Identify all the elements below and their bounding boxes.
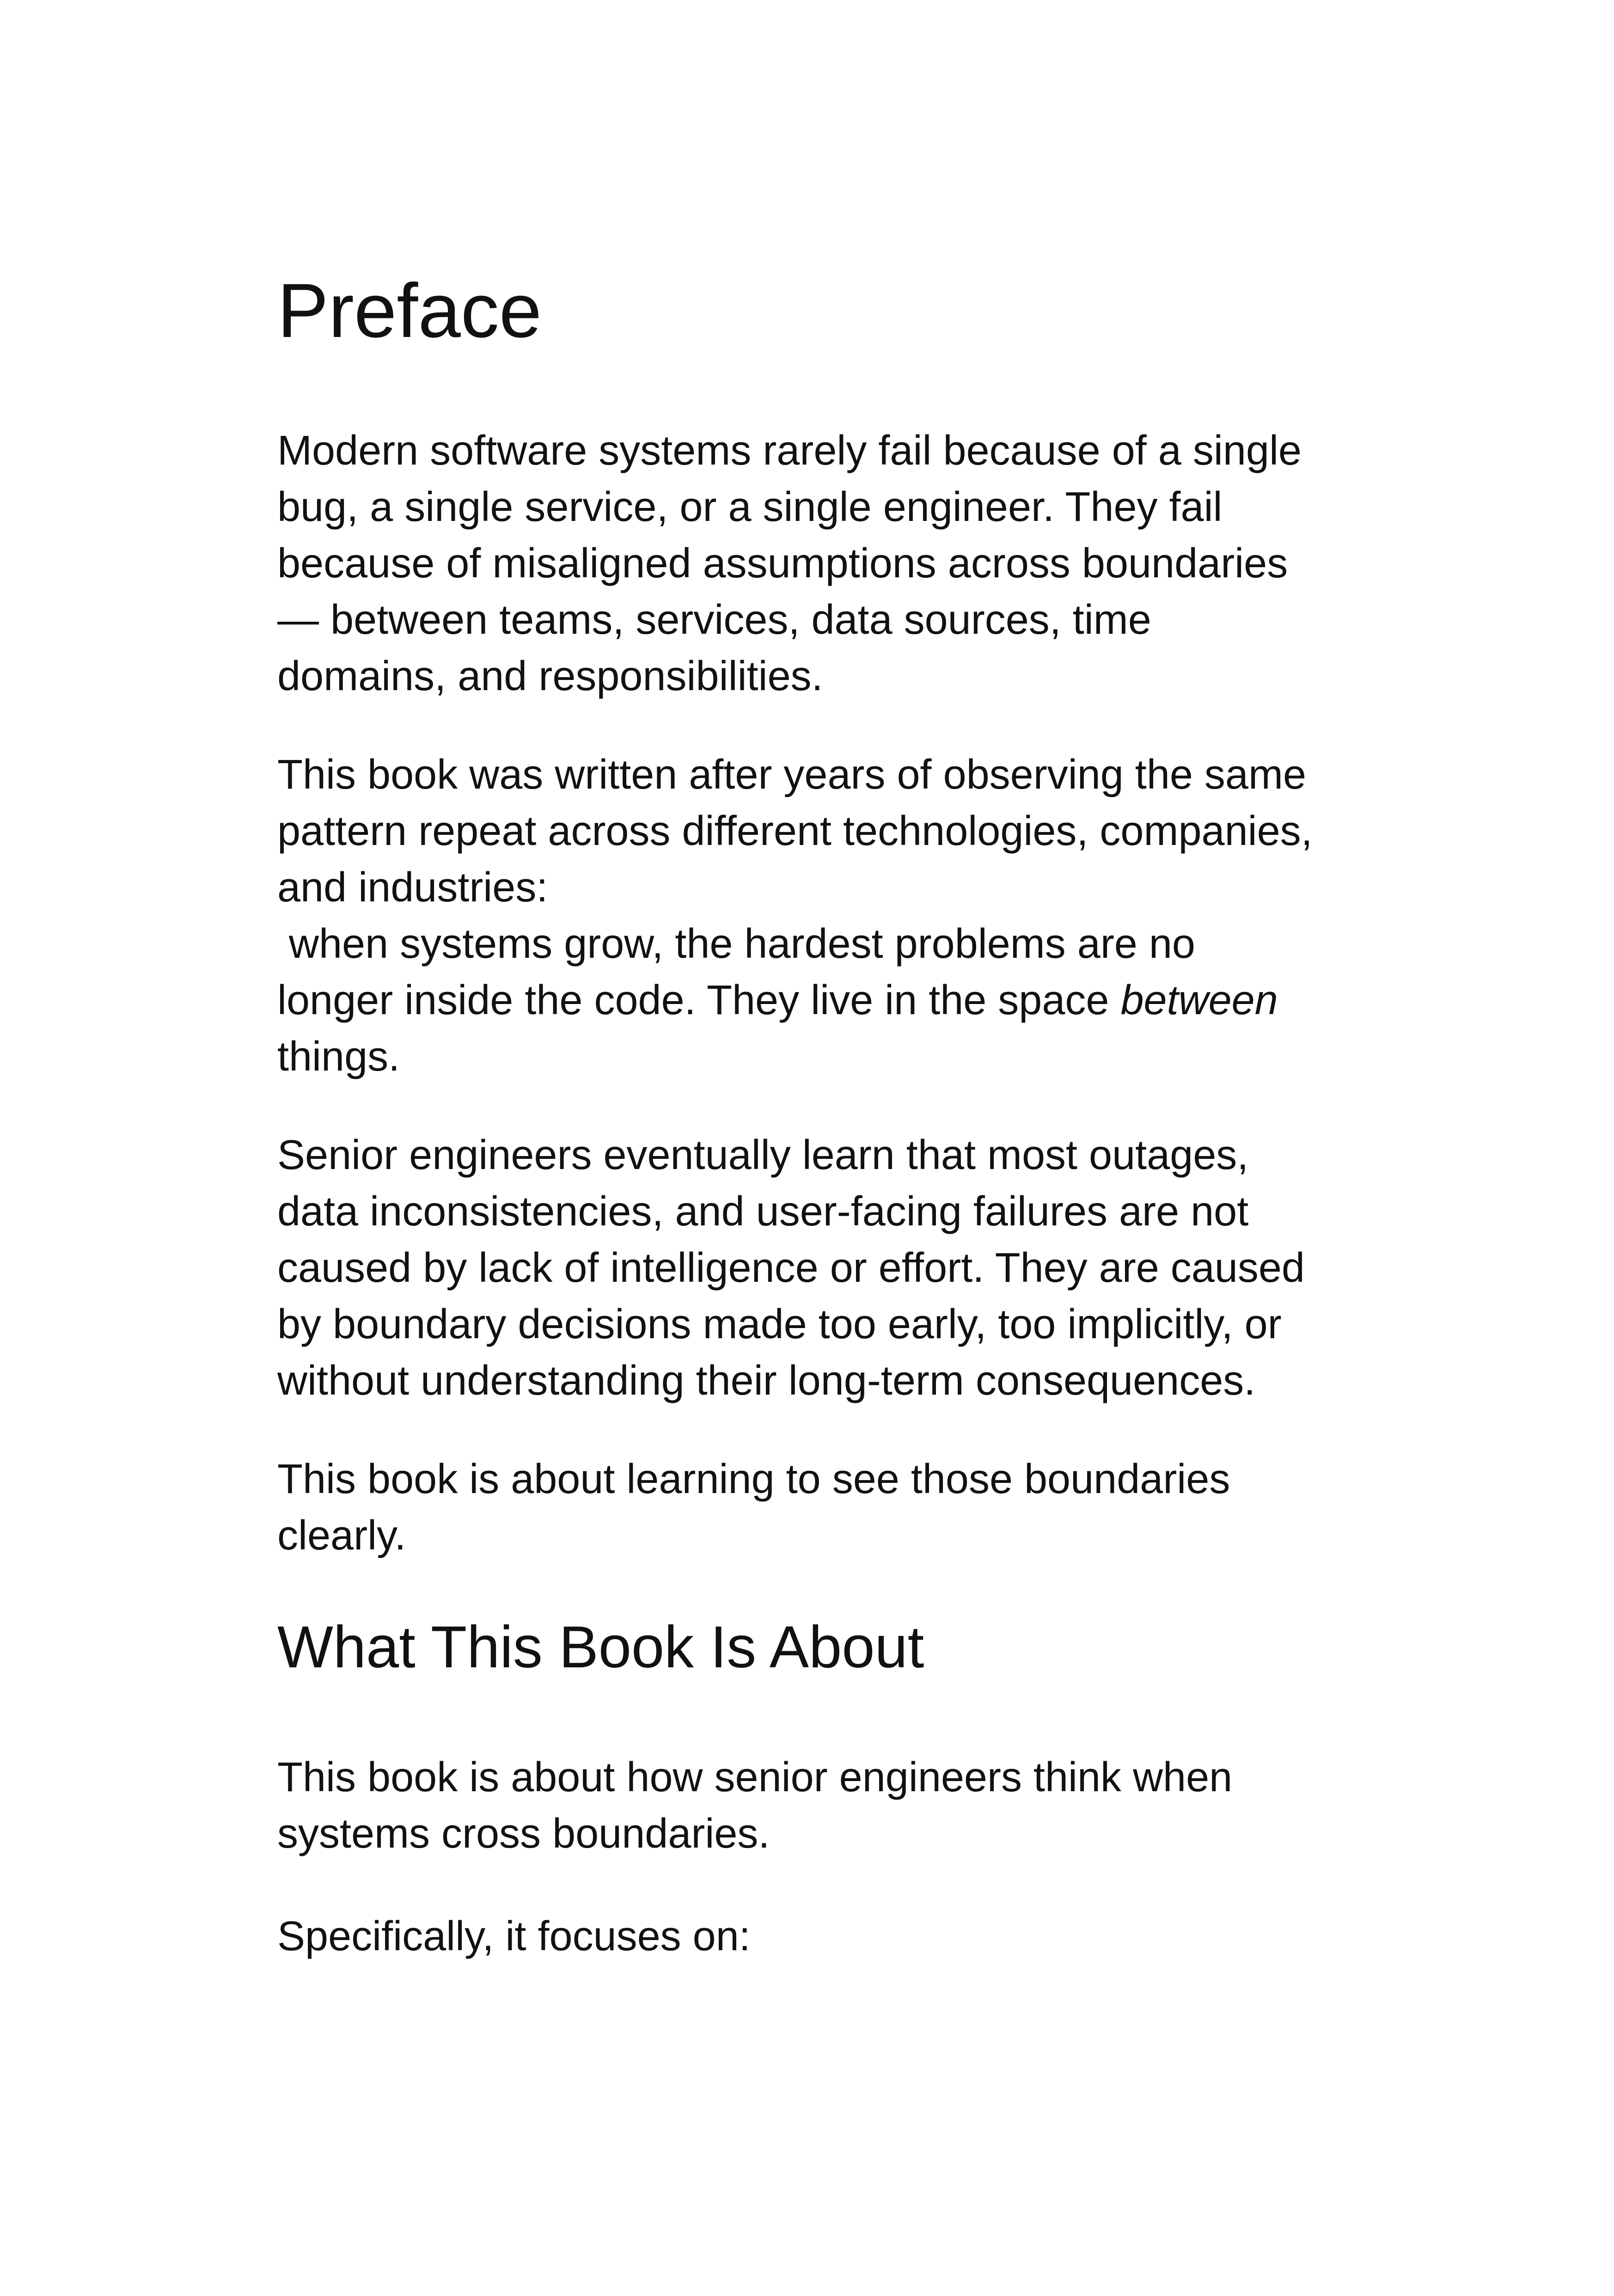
page-title: Preface bbox=[277, 268, 542, 354]
paragraph-line bbox=[277, 972, 1313, 1029]
paragraph-text: longer inside the code. They live in the space bbox=[277, 977, 1121, 1023]
paragraph-line: systems cross boundaries. bbox=[277, 1811, 770, 1857]
paragraph bbox=[277, 1749, 1232, 1862]
section-heading: What This Book Is About bbox=[277, 1614, 924, 1680]
paragraph bbox=[277, 1451, 1230, 1564]
paragraph-line: bug, a single service, or a single engineer. They fail bbox=[277, 484, 1223, 530]
paragraph-line: clearly. bbox=[277, 1512, 406, 1559]
paragraph-line: domains, and responsibilities. bbox=[277, 653, 823, 699]
paragraph-line: — between teams, services, data sources, time bbox=[277, 597, 1151, 643]
paragraph bbox=[277, 1127, 1305, 1409]
emphasized-text: between bbox=[1120, 977, 1278, 1023]
paragraph-line: by boundary decisions made too early, too implicitly, or bbox=[277, 1301, 1282, 1347]
paragraph-line: and industries: bbox=[277, 864, 548, 911]
paragraph bbox=[277, 422, 1302, 704]
paragraph-line: when systems grow, the hardest problems are no bbox=[277, 921, 1195, 967]
paragraph-line: This book is about learning to see those boundaries bbox=[277, 1456, 1230, 1502]
paragraph-line: Specifically, it focuses on: bbox=[277, 1913, 751, 1959]
paragraph-line: caused by lack of intelligence or effort. They are caused bbox=[277, 1245, 1305, 1291]
paragraph-line: things. bbox=[277, 1034, 400, 1080]
paragraph-line: data inconsistencies, and user-facing failures are not bbox=[277, 1188, 1249, 1235]
paragraph-line: Senior engineers eventually learn that most outages, bbox=[277, 1132, 1249, 1178]
paragraph-line: without understanding their long-term consequences. bbox=[277, 1358, 1256, 1404]
paragraph-line: because of misaligned assumptions across boundaries bbox=[277, 540, 1288, 587]
paragraph bbox=[277, 1908, 751, 1965]
paragraph-line: This book is about how senior engineers think when bbox=[277, 1754, 1233, 1800]
paragraph-line: This book was written after years of observing the same bbox=[277, 752, 1307, 798]
paragraph-line: Modern software systems rarely fail because of a single bbox=[277, 428, 1302, 474]
paragraph bbox=[277, 747, 1313, 1085]
paragraph-line: pattern repeat across different technologies, companies, bbox=[277, 808, 1313, 854]
